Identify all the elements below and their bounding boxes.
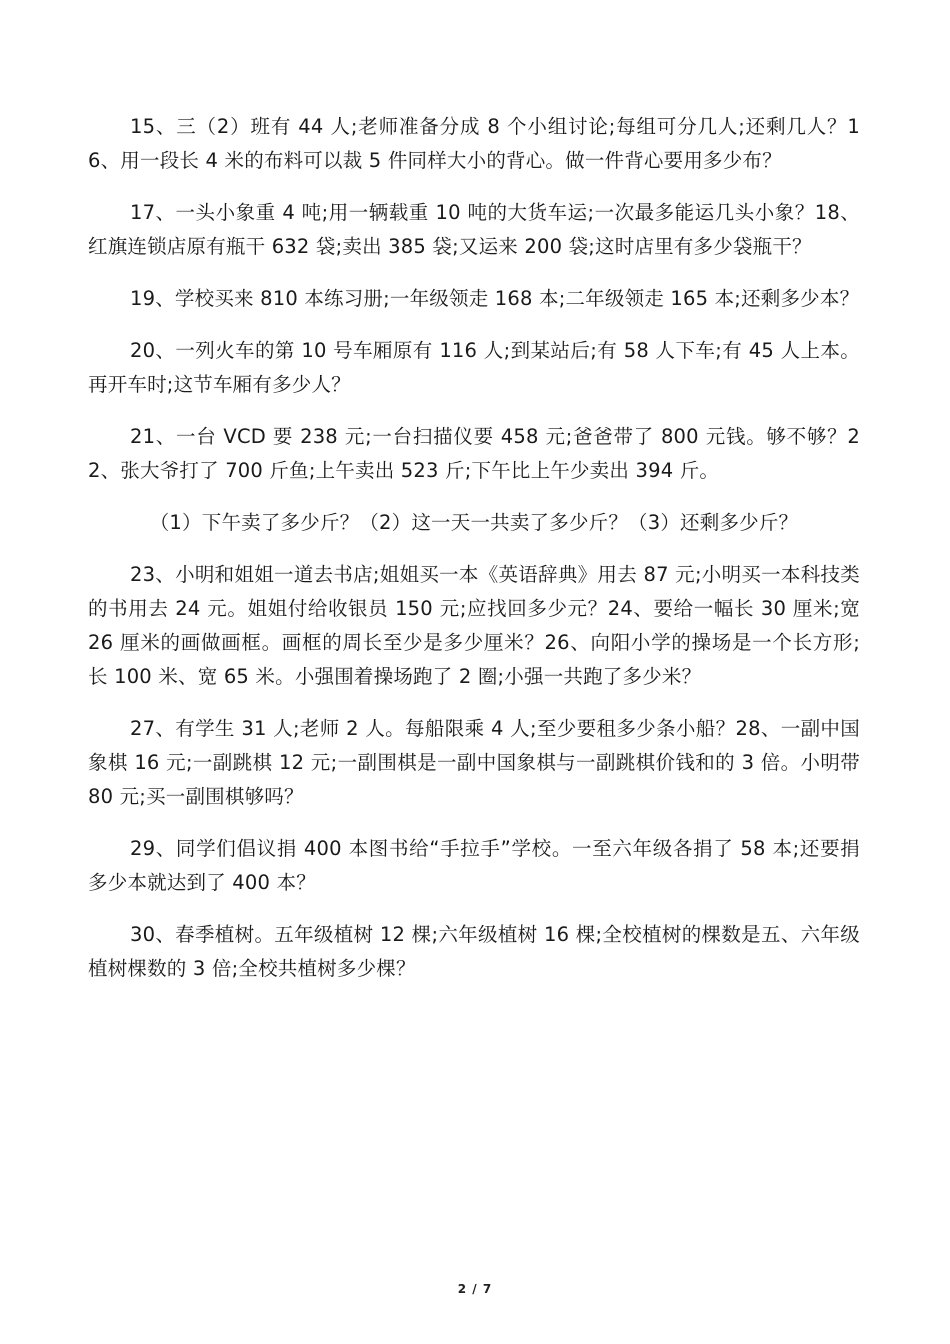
problem-paragraph-20: 20、一列火车的第 10 号车厢原有 116 人;到某站后;有 58 人下车;有 45 人上本。再开车时;这节车厢有多少人？ — [88, 339, 860, 396]
problem-paragraph-15-16: 15、三（2）班有 44 人;老师准备分成 8 个小组讨论;每组可分几人;还剩几人？16、用一段长 4 米的布料可以裁 5 件同样大小的背心。做一件背心要用多少布？ — [88, 115, 860, 172]
problem-paragraph-29: 29、同学们倡议捐 400 本图书给“手拉手”学校。一至六年级各捐了 58 本;还要捐多少本就达到了 400 本？ — [88, 837, 860, 894]
document-body — [88, 110, 860, 1004]
page-number: 2 / 7 — [457, 1282, 493, 1296]
problem-paragraph-19: 19、学校买来 810 本练习册;一年级领走 168 本;二年级领走 165 本;还剩多少本？ — [130, 287, 860, 310]
problem-paragraph-22-subquestions: （1）下午卖了多少斤？（2）这一天一共卖了多少斤？（3）还剩多少斤？ — [149, 511, 799, 534]
problem-paragraph-27-28: 27、有学生 31 人;老师 2 人。每船限乘 4 人;至少要租多少条小船？28、一副中国象棋 16 元;一副跳棋 12 元;一副围棋是一副中国象棋与一副跳棋价钱和的 3 倍。小明带 80 元;买一副围棋够吗？ — [88, 717, 860, 808]
problem-paragraph-30: 30、春季植树。五年级植树 12 棵;六年级植树 16 棵;全校植树的棵数是五、六年级植树棵数的 3 倍;全校共植树多少棵？ — [88, 923, 860, 980]
problem-paragraph-23-26: 23、小明和姐姐一道去书店;姐姐买一本《英语辞典》用去 87 元;小明买一本科技类的书用去 24 元。姐姐付给收银员 150 元;应找回多少元？24、要给一幅长 30 厘米;宽 26 厘米的画做画框。画框的周长至少是多少厘米？26、向阳小学的操场是一个长方形;长 100 米、宽 65 米。小强围着操场跑了 2 圈;小强一共跑了多少米？ — [88, 563, 860, 688]
problem-paragraph-17-18: 17、一头小象重 4 吨;用一辆载重 10 吨的大货车运;一次最多能运几头小象？18、红旗连锁店原有瓶干 632 袋;卖出 385 袋;又运来 200 袋;这时店里有多少袋瓶干？ — [88, 201, 860, 258]
problem-paragraph-21-22: 21、一台 VCD 要 238 元;一台扫描仪要 458 元;爸爸带了 800 元钱。够不够？22、张大爷打了 700 斤鱼;上午卖出 523 斤;下午比上午少卖出 394 斤。 — [88, 425, 860, 482]
